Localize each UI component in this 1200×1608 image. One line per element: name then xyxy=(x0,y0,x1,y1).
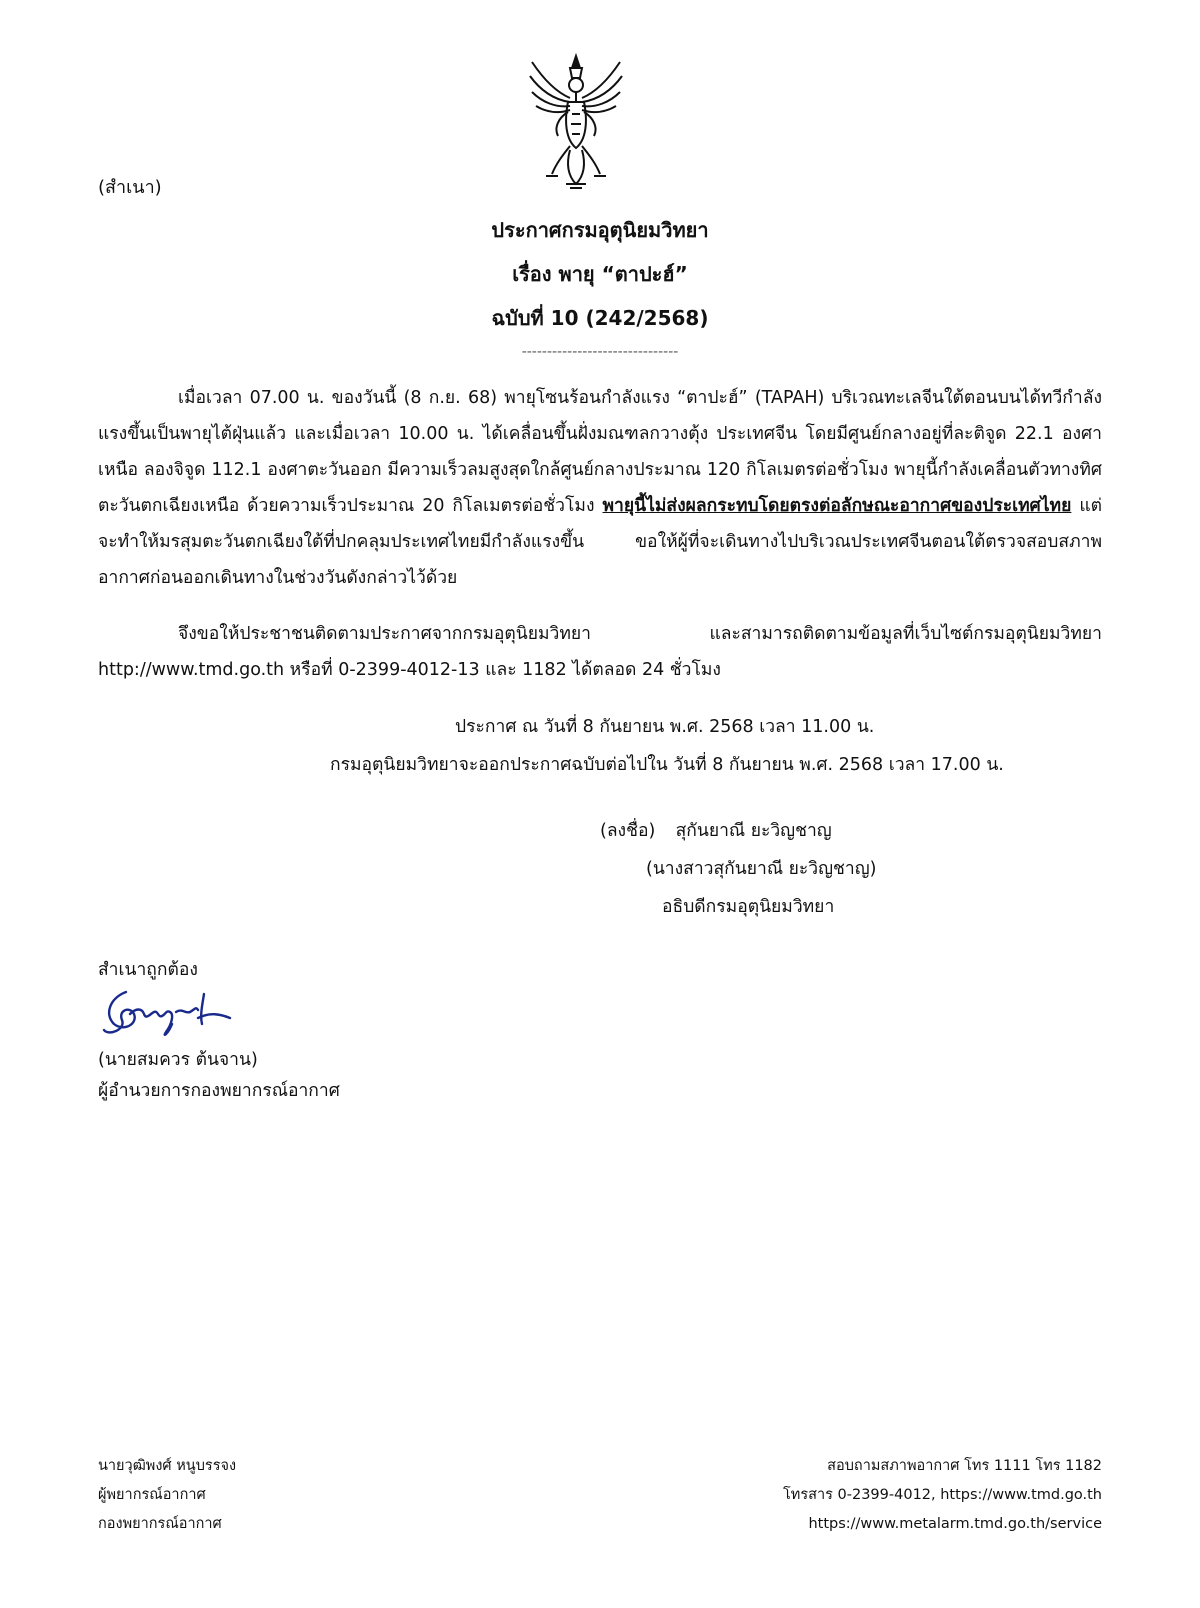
signatory-position: อธิบดีกรมอุตุนิยมวิทยา xyxy=(662,897,835,917)
issue-number: ฉบับที่ 10 (242/2568) xyxy=(491,306,709,330)
certifier-position: ผู้อำนวยการกองพยากรณ์อากาศ xyxy=(98,1081,340,1101)
footer-preparer xyxy=(98,1452,236,1539)
separator-line: ------------------------------- xyxy=(521,344,679,360)
footer-contact-phone: สอบถามสภาพอากาศ โทร 1111 โทร 1182 xyxy=(827,1458,1102,1474)
footer-preparer-role: ผู้พยากรณ์อากาศ xyxy=(98,1487,206,1503)
document-subject: เรื่อง พายุ “ตาปะฮ์” xyxy=(512,262,688,286)
signatory-line xyxy=(600,812,876,850)
document-title: ประกาศกรมอุตุนิยมวิทยา xyxy=(491,218,709,242)
signed-label: (ลงชื่อ) xyxy=(600,821,656,841)
paragraph-follow-updates: จึงขอให้ประชาชนติดตามประกาศจากกรมอุตุนิยมวิทยา และสามารถติดตามข้อมูลที่เว็บไซต์กรมอุตุนิยมวิทยา http://www.tmd.go.th หรือที่ 0-2399-4012-13 และ 1182 ได้ตลอด 24 ชั่วโมง xyxy=(98,624,1102,680)
footer-contact-fax: โทรสาร 0-2399-4012, https://www.tmd.go.th xyxy=(783,1487,1102,1503)
handwritten-signature xyxy=(100,984,236,1044)
paragraph1-rest: แต่จะทำให้มรสุมตะวันตกเฉียงใต้ที่ปกคลุมประเทศไทยมีกำลังแรงขึ้น ขอให้ผู้ที่จะเดินทางไปบริเวณประเทศจีนตอนใต้ตรวจสอบสภาพอากาศก่อนออกเดินทางในช่วงวันดังกล่าวไว้ด้วย xyxy=(98,496,1102,588)
signatory-name: สุกันยาณี ยะวิญชาญ xyxy=(675,821,832,841)
next-issue-date: กรมอุตุนิยมวิทยาจะออกประกาศฉบับต่อไปใน วันที่ 8 กันยายน พ.ศ. 2568 เวลา 17.00 น. xyxy=(330,755,1004,775)
footer-preparer-name: นายวุฒิพงศ์ หนูบรรจง xyxy=(98,1458,237,1474)
paragraph1-emphasis: พายุนี้ไม่ส่งผลกระทบโดยตรงต่อลักษณะอากาศของประเทศไทย xyxy=(602,496,1072,516)
garuda-emblem-icon xyxy=(526,52,626,192)
certified-copy-label: สำเนาถูกต้อง xyxy=(98,960,198,980)
issued-date: ประกาศ ณ วันที่ 8 กันยายน พ.ศ. 2568 เวลา 11.00 น. xyxy=(455,717,875,737)
signatory-block xyxy=(600,812,876,926)
paragraph1-intro: เมื่อเวลา 07.00 น. ของวันนี้ (8 ก.ย. 68) พายุโซนร้อนกำลังแรง “ตาปะฮ์” (TAPAH) บริเวณทะเลจีนใต้ตอนบนได้ทวีกำลังแรงขึ้นเป็นพายุไต้ฝุ่นแล้ว และเมื่อเวลา 10.00 น. ได้เคลื่อนขึ้นฝั่งมณฑลกวางตุ้ง ประเทศจีน โดยมีศูนย์กลางอยู่ที่ละติจูด 22.1 องศาเหนือ ลองจิจูด 112.1 องศาตะวันออก มีความเร็วลมสูงสุดใกล้ศูนย์กลางประมาณ 120 กิโลเมตรต่อชั่วโมง พายุนี้กำลังเคลื่อนตัวทางทิศตะวันตกเฉียงเหนือ ด้วยความเร็วประมาณ 20 กิโลเมตรต่อชั่วโมง xyxy=(98,388,1102,516)
footer-preparer-division: กองพยากรณ์อากาศ xyxy=(98,1516,222,1532)
footer-contact-service-link[interactable]: https://www.metalarm.tmd.go.th/service xyxy=(808,1516,1102,1532)
certifier-name: (นายสมควร ต้นจาน) xyxy=(98,1050,258,1070)
copy-mark: (สำเนา) xyxy=(98,177,162,198)
footer-contact xyxy=(783,1452,1102,1539)
paragraph-storm-details xyxy=(98,380,1102,596)
signatory-full-name: (นางสาวสุกันยาณี ยะวิญชาญ) xyxy=(646,859,877,879)
